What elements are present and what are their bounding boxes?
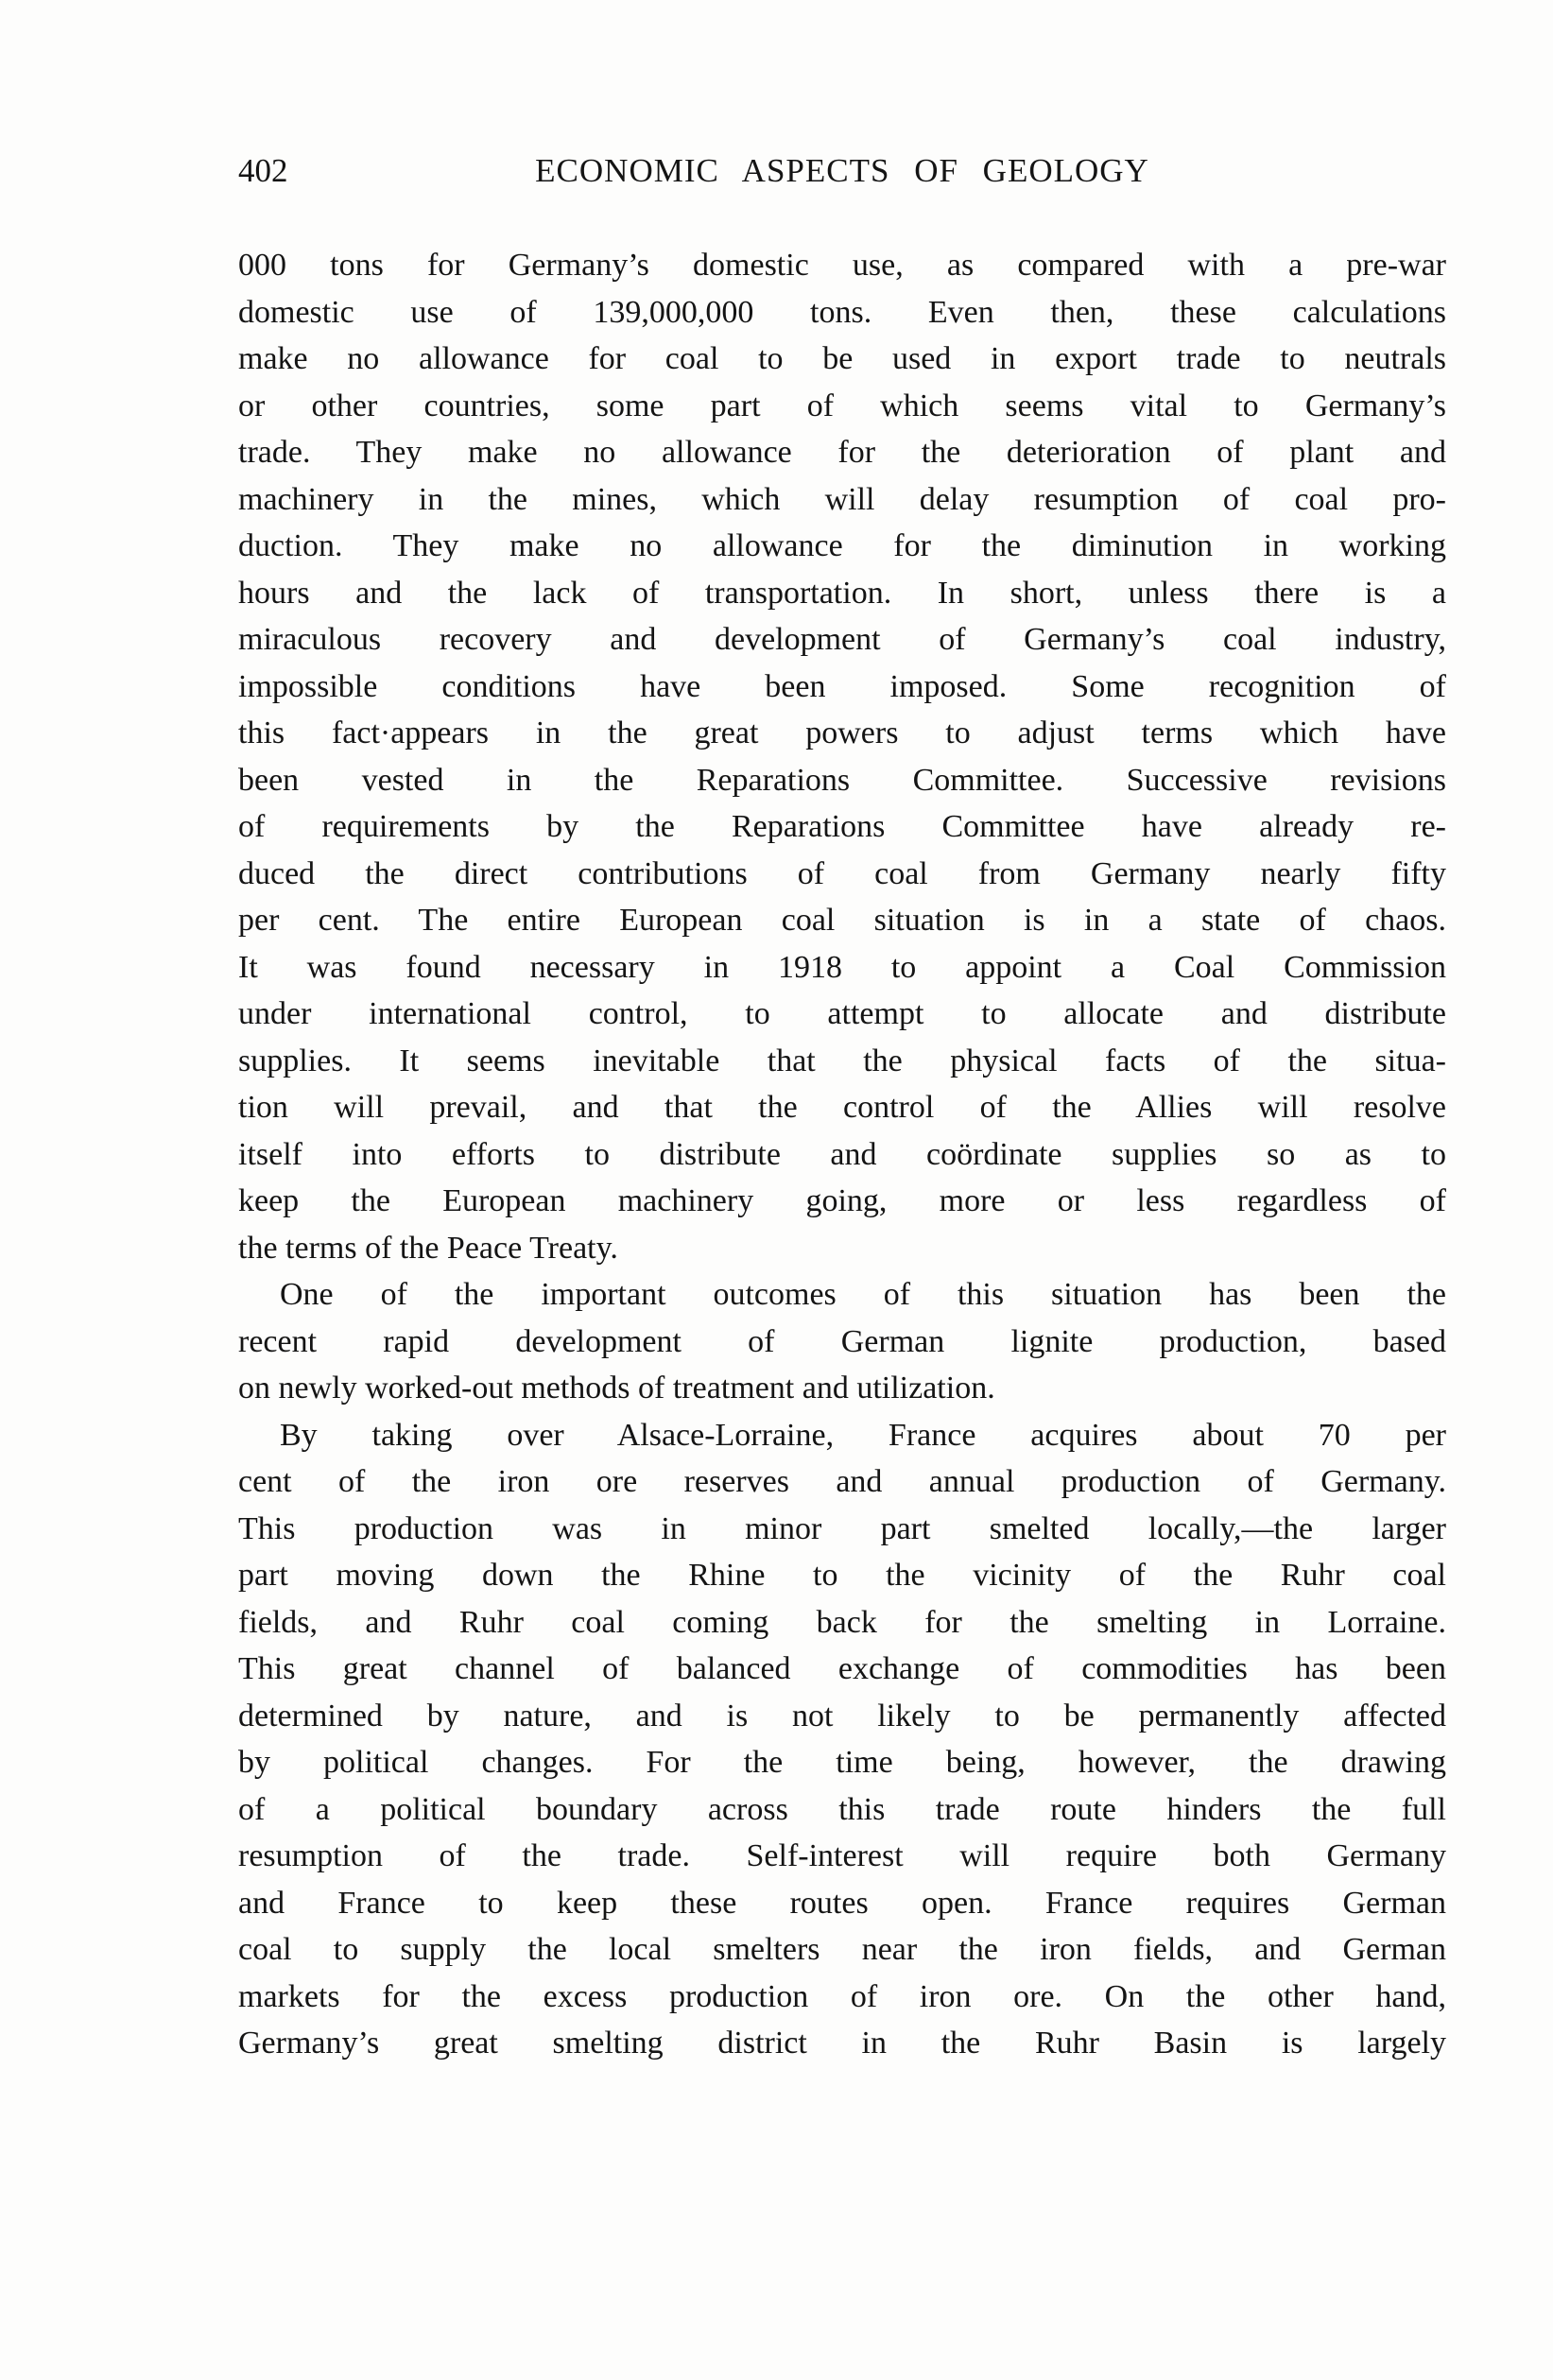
text-line: miraculous recovery and development of Germany’s coal industry, [238,622,1446,657]
text-line: hours and the lack of transportation. In short, unless there is a [238,575,1446,611]
text-line: make no allowance for coal to be used in export trade to neutrals [238,341,1446,376]
text-line: and France to keep these routes open. France requires German [238,1885,1446,1921]
text-line: resumption of the trade. Self-interest will require both Germany [238,1838,1446,1873]
page-number: 402 [238,152,288,189]
text-line: It was found necessary in 1918 to appoint a Coal Commission [238,949,1446,985]
text-line: This great channel of balanced exchange of commodities has been [238,1651,1446,1686]
text-line: or other countries, some part of which seems vital to Germany’s [238,388,1446,423]
text-line: keep the European machinery going, more or less regardless of [238,1183,1446,1218]
text-line: fields, and Ruhr coal coming back for the smelting in Lorraine. [238,1604,1446,1640]
text-line: machinery in the mines, which will delay resumption of coal pro- [238,481,1446,517]
text-line: coal to supply the local smelters near the iron fields, and German [238,1932,1446,1967]
text-line: the terms of the Peace Treaty. [238,1230,618,1266]
text-line: this fact·appears in the great powers to adjust terms which have [238,716,1446,750]
text-line: duction. They make no allowance for the diminution in working [238,528,1446,563]
running-header [238,149,1446,193]
text-line: tion will prevail, and that the control of the Allies will resolve [238,1090,1446,1125]
text-line: of requirements by the Reparations Committee have already re- [238,809,1446,844]
text-line: domestic use of 139,000,000 tons. Even then, these calculations [238,294,1446,330]
text-line: 000 tons for Germany’s domestic use, as compared with a pre-war [238,248,1446,283]
text-block [238,242,1446,2067]
text-line: per cent. The entire European coal situation is in a state of chaos. [238,903,1446,938]
text-line: determined by nature, and is not likely to be permanently affected [238,1698,1446,1733]
text-line: trade. They make no allowance for the deterioration of plant and [238,435,1446,470]
text-line: of a political boundary across this trade route hinders the full [238,1791,1446,1827]
text-line: This production was in minor part smelted locally,—the larger [238,1510,1446,1546]
text-line: by political changes. For the time being, however, the drawing [238,1745,1446,1780]
text-line: markets for the excess production of iron ore. On the other hand, [238,1978,1446,2014]
text-line: recent rapid development of German lignite production, based [238,1323,1446,1359]
text-line: impossible conditions have been imposed. Some recognition of [238,668,1446,704]
text-line: cent of the iron ore reserves and annual production of Germany. [238,1464,1446,1499]
running-title: ECONOMIC ASPECTS OF GEOLOGY [535,152,1149,189]
text-line: One of the important outcomes of this situation has been the [280,1277,1446,1312]
text-line: By taking over Alsace-Lorraine, France acquires about 70 per [280,1417,1446,1453]
text-line: on newly worked-out methods of treatment and utilization. [238,1371,995,1406]
text-line: duced the direct contributions of coal from Germany nearly fifty [238,855,1446,891]
text-line: supplies. It seems inevitable that the physical facts of the situa- [238,1043,1446,1078]
text-line: under international control, to attempt to allocate and distribute [238,996,1446,1031]
text-line: Germany’s great smelting district in the Ruhr Basin is largely [238,2026,1446,2061]
text-line: itself into efforts to distribute and coördinate supplies so as to [238,1136,1446,1172]
text-line: been vested in the Reparations Committee. Successive revisions [238,762,1446,798]
text-line: part moving down the Rhine to the vicinity of the Ruhr coal [238,1558,1446,1593]
